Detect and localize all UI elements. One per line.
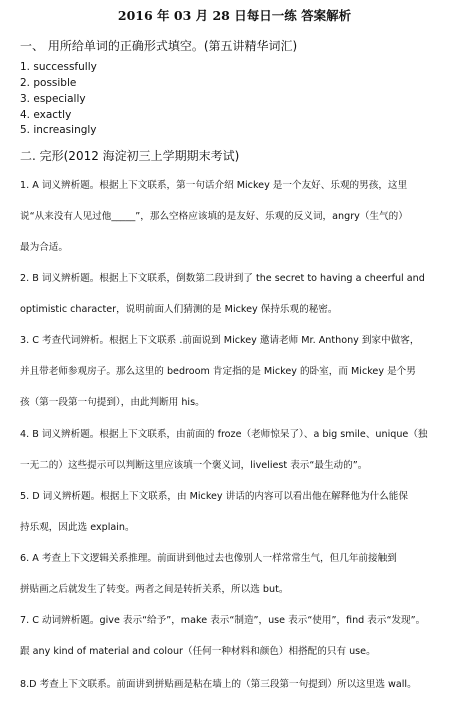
explanation-paragraph <box>20 419 450 481</box>
section2-heading: 二. 完形(2012 海淀初三上学期期末考试) <box>20 149 240 163</box>
paragraph-line: 8.D 考查上下文联系。前面讲到拼贴画是粘在墙上的（第三段第一句提到）所以这里选 wall。 <box>20 679 417 690</box>
paragraph-line: 1. A 词义辨析题。根据上下文联系，第一句话介绍 Mickey 是一个友好、乐观的男孩，这里 <box>20 180 408 191</box>
paragraph-line: 跟 any kind of material and colour（任何一种材料和颜色）相搭配的只有 use。 <box>20 646 376 657</box>
paragraph-line: 一无二的）这些提示可以判断这里应该填一个褒义词，liveliest 表示“最生动的”。 <box>20 460 368 471</box>
answer-item: 4. exactly <box>20 109 72 121</box>
paragraph-line: 最为合适。 <box>20 242 68 253</box>
explanation-paragraph <box>20 170 450 263</box>
explanation-paragraph <box>20 325 450 418</box>
paragraph-line: 5. D 词义辨析题。根据上下文联系，由 Mickey 讲话的内容可以看出他在解释他为什么能保 <box>20 491 408 502</box>
paragraph-line: 说“从来没有人见过他_____”，那么空格应该填的是友好、乐观的反义词，angry（生气的） <box>20 211 408 222</box>
paragraph-line: 6. A 考查上下文逻辑关系推理。前面讲到他过去也像别人一样常常生气，但几年前接触到 <box>20 553 397 564</box>
explanation-paragraph <box>20 263 450 325</box>
page-title: 2016 年 03 月 28 日每日一练 答案解析 <box>117 8 352 23</box>
paragraph-line: 4. B 词义辨析题。根据上下文联系，由前面的 froze（老师惊呆了）、a big smile、unique（独 <box>20 429 428 440</box>
paragraph-line: 孩（第一段第一句提到），由此判断用 his。 <box>20 397 205 408</box>
explanation-paragraph <box>20 669 450 700</box>
paragraph-line: 2. B 词义辨析题。根据上下文联系，倒数第二段讲到了 the secret to having a cheerful and <box>20 273 425 284</box>
paragraph-line: 7. C 动词辨析题。give 表示“给予”，make 表示“制造”，use 表示“使用”，find 表示“发现”。 <box>20 615 426 626</box>
paragraph-line: optimistic character，说明前面人们猜测的是 Mickey 保持乐观的秘密。 <box>20 304 338 315</box>
explanation-paragraph <box>20 543 450 605</box>
paragraph-line: 持乐观，因此选 explain。 <box>20 522 135 533</box>
paragraph-line: 拼贴画之后就发生了转变。两者之间是转折关系，所以选 but。 <box>20 584 289 595</box>
answer-item: 2. possible <box>20 77 77 89</box>
explanation-paragraph <box>20 605 450 667</box>
answer-item: 5. increasingly <box>20 124 97 136</box>
answer-item: 3. especially <box>20 93 86 105</box>
paragraph-line: 并且带老师参观房子。那么这里的 bedroom 肯定指的是 Mickey 的卧室，而 Mickey 是个男 <box>20 366 416 377</box>
paragraph-line: 3. C 考查代词辨析。根据上下文联系 .前面说到 Mickey 邀请老师 Mr. Anthony 到家中做客， <box>20 335 420 346</box>
explanation-paragraph <box>20 481 450 543</box>
answer-item: 1. successfully <box>20 61 97 73</box>
section1-heading: 一、 用所给单词的正确形式填空。(第五讲精华词汇) <box>20 39 298 53</box>
